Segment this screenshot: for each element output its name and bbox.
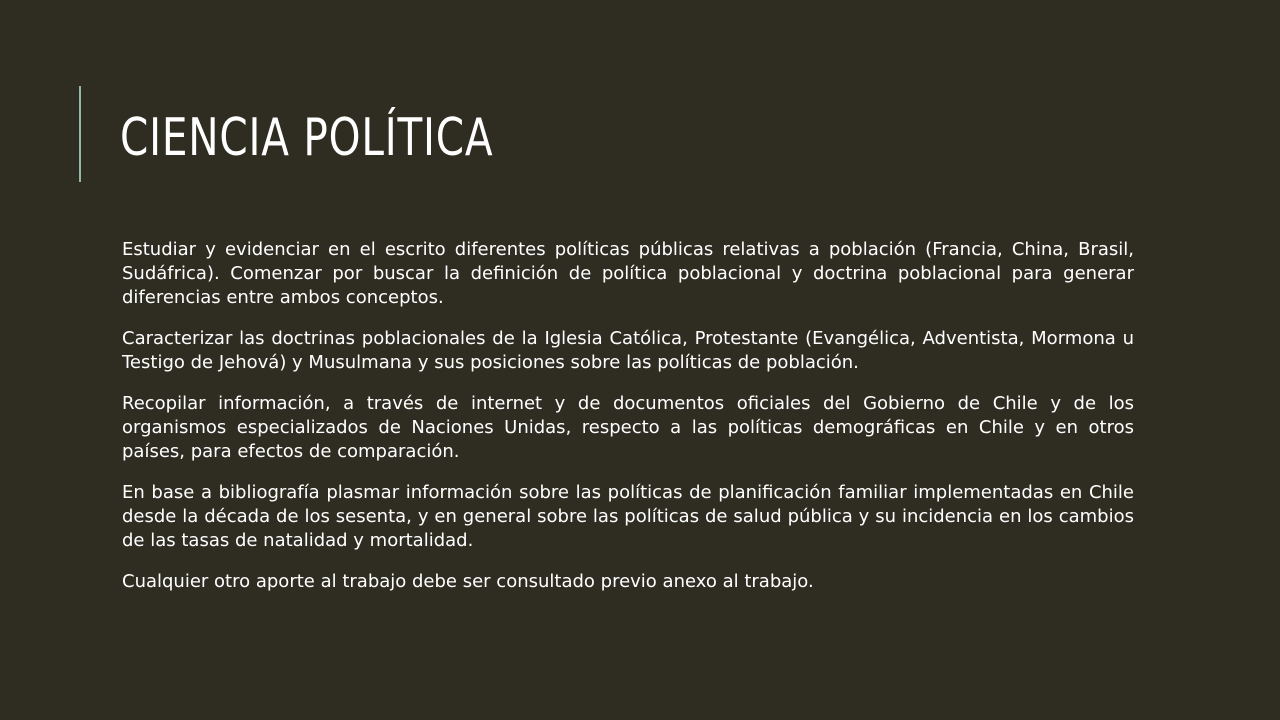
slide-body	[122, 238, 1134, 611]
body-paragraph: En base a bibliografía plasmar información sobre las políticas de planificación familiar implementadas en Chile desde la década de los sesenta, y en general sobre las políticas de salud pública y su incidencia en los cambios de las tasas de natalidad y mortalidad.	[122, 482, 1134, 551]
body-paragraph: Recopilar información, a través de internet y de documentos oficiales del Gobierno de Chile y de los organismos especializados de Naciones Unidas, respecto a las políticas demográficas en Chile y en otros países, para efectos de comparación.	[122, 393, 1134, 462]
body-paragraph: Estudiar y evidenciar en el escrito diferentes políticas públicas relativas a población (Francia, China, Brasil, Sudáfrica). Comenzar por buscar la definición de política poblacional y doctrina poblacional para generar diferencias entre ambos conceptos.	[122, 239, 1134, 308]
title-accent-bar	[79, 86, 81, 182]
slide-title: CIENCIA POLÍTICA	[120, 108, 494, 168]
body-paragraph: Caracterizar las doctrinas poblacionales de la Iglesia Católica, Protestante (Evangélica, Adventista, Mormona u Testigo de Jehová) y Musulmana y sus posiciones sobre las políticas de población.	[122, 328, 1134, 373]
body-paragraph: Cualquier otro aporte al trabajo debe ser consultado previo anexo al trabajo.	[122, 571, 814, 592]
